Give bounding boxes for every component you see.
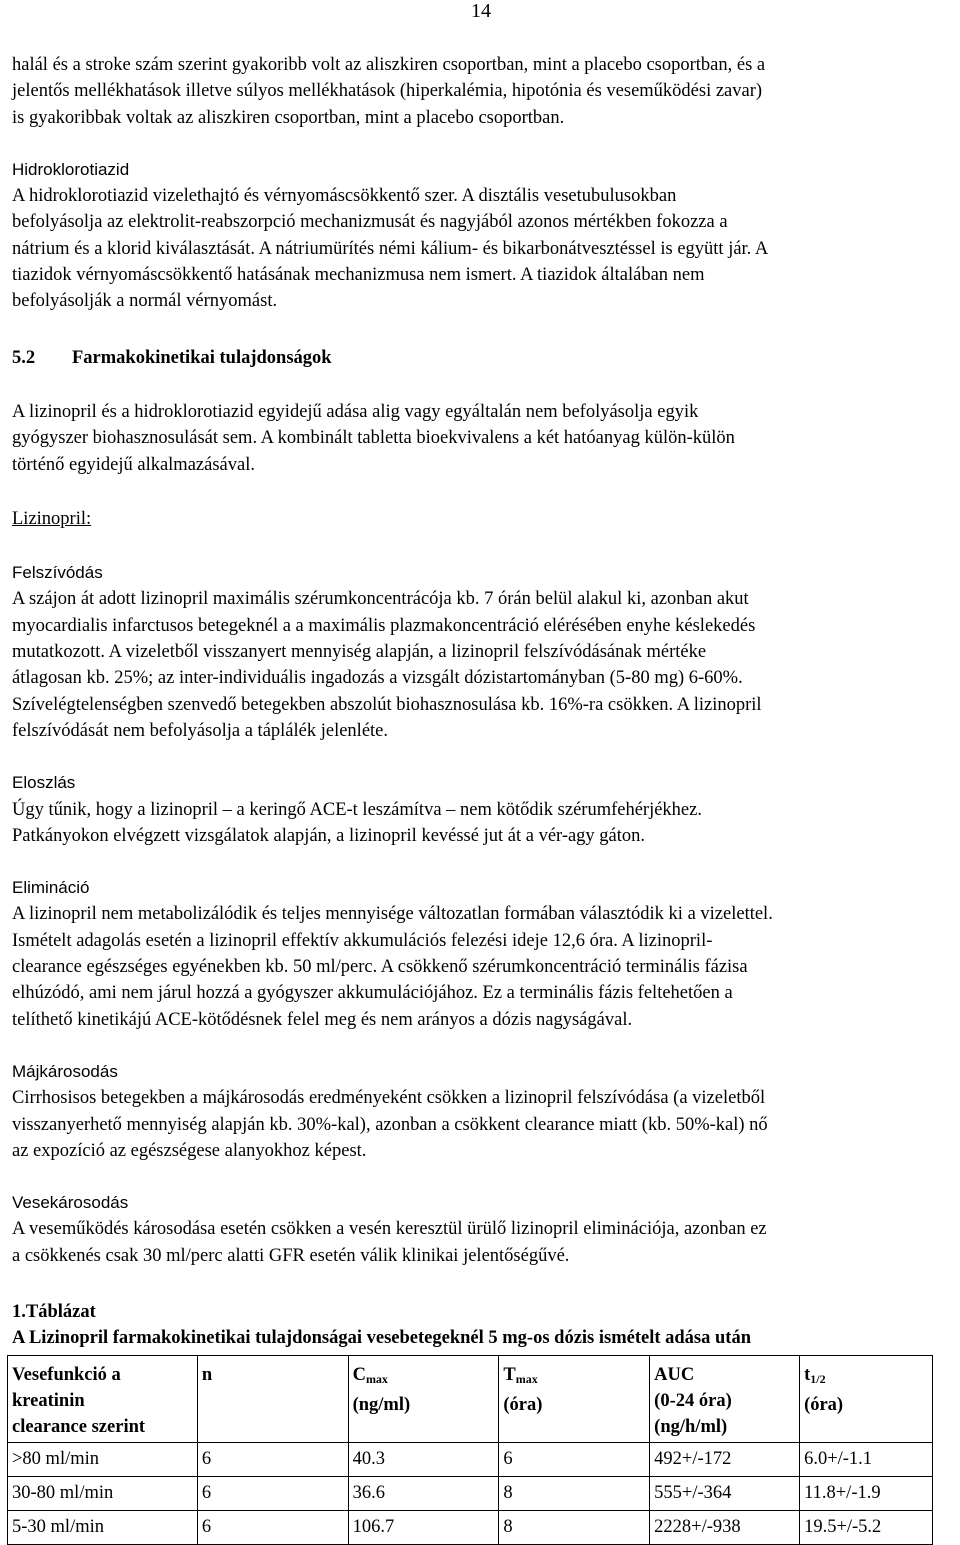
table-cell: 36.6 xyxy=(348,1476,499,1510)
text-line: Úgy tűnik, hogy a lizinopril – a keringő ACE-t leszámítva – nem kötődik szérumfehérjékhez. xyxy=(12,799,702,820)
table-cell: 5-30 ml/min xyxy=(8,1510,198,1544)
text-line: A szájon át adott lizinopril maximális szérumkoncentrácója kb. 7 órán belül alakul ki, azonban akut xyxy=(12,589,749,610)
table-cell: 492+/-172 xyxy=(650,1442,800,1476)
pharmacokinetics-intro xyxy=(12,399,950,478)
table-cell: 6 xyxy=(197,1476,348,1510)
hydrochlorothiazide-section xyxy=(12,157,950,315)
distribution-section xyxy=(12,770,950,849)
text-line: clearance egészséges egyénekben kb. 50 ml/perc. A csökkenő szérumkoncentráció terminális fázisa xyxy=(12,957,748,978)
text-line: jelentős mellékhatások illetve súlyos mellékhatások (hiperkalémia, hipotónia és veseműködési zavar) xyxy=(12,81,763,102)
text-line: befolyásolják a normál vérnyomást. xyxy=(12,291,278,312)
section-number: 5.2 xyxy=(12,347,36,368)
subheading-liver-impairment: Májkárosodás xyxy=(12,1061,118,1081)
table-cell: >80 ml/min xyxy=(8,1442,198,1476)
subheading-absorption: Felszívódás xyxy=(12,563,103,583)
table-cell: 555+/-364 xyxy=(650,1476,800,1510)
table-cell: 6 xyxy=(197,1510,348,1544)
liver-impairment-section xyxy=(12,1059,950,1164)
text-line: myocardialis infarctusos betegeknél a a maximális plazmakoncentráció elérésében enyhe késlekedés xyxy=(12,615,756,636)
table-cell: 6 xyxy=(197,1442,348,1476)
text-line: halál és a stroke szám szerint gyakoribb volt az aliszkiren csoportban, mint a placebo csoportban, és a xyxy=(12,55,766,75)
text-line: befolyásolja az elektrolit-reabszorpció mechanizmusát és nagyjából azonos mértékben fokozza a xyxy=(12,212,728,233)
table-cell: 6 xyxy=(499,1442,650,1476)
text-line: az expozíció az egészségese alanyokhoz képest. xyxy=(12,1140,367,1161)
header-cmax: $C_{max}$ (ng/ml) xyxy=(348,1355,499,1442)
table-cell: 2228+/-938 xyxy=(650,1510,800,1544)
table-cell: 30-80 ml/min xyxy=(8,1476,198,1510)
page-number: 14 xyxy=(471,0,491,22)
text-line: gyógyszer biohasznosulását sem. A kombinált tabletta bioekvivalens a két hatóanyag külön-külön xyxy=(12,428,735,449)
text-line: A hidroklorotiazid vizelethajtó és vérnyomáscsökkentő szer. A disztális vesetubulusokban xyxy=(12,186,677,207)
text-line: is gyakoribbak voltak az aliszkiren csoportban, mint a placebo csoportban. xyxy=(12,107,565,128)
subheading-distribution: Eloszlás xyxy=(12,773,76,793)
elimination-section xyxy=(12,875,950,1033)
text-line: A lizinopril nem metabolizálódik és teljes mennyisége változatlan formában választódik ki a vizelettel. xyxy=(12,904,773,925)
table-cell: 6.0+/-1.1 xyxy=(800,1442,933,1476)
table-label: 1.Táblázat xyxy=(12,1301,96,1322)
header-auc: AUC (0-24 óra) (ng/h/ml) xyxy=(650,1355,800,1442)
header-tmax: $T_{max}$ (óra) xyxy=(499,1355,650,1442)
header-n: n xyxy=(197,1355,348,1442)
text-line: A veseműködés károsodása esetén csökken a vesén keresztül ürülő lizinopril eliminációja, azonban ez xyxy=(12,1219,767,1240)
table-cell: 106.7 xyxy=(348,1510,499,1544)
table-cell: 8 xyxy=(499,1476,650,1510)
text-line: átlagosan kb. 25%; az inter-individuális ingadozás a vizsgált dózistartományban (5-80 mg) 6-60%. xyxy=(12,668,743,689)
subheading-hydrochlorothiazide: Hidroklorotiazid xyxy=(12,159,130,179)
text-line: történő egyidejű alkalmazásával. xyxy=(12,454,255,475)
text-line: Patkányokon elvégzett vizsgálatok alapján, a lizinopril kevéssé jut át a vér-agy gáton. xyxy=(12,825,646,846)
header-renal-function: Vesefunkció a kreatinin clearance szerint xyxy=(8,1355,198,1442)
lizinopril-heading: Lizinopril: xyxy=(12,508,92,529)
intro-paragraph xyxy=(12,52,950,131)
renal-impairment-section xyxy=(12,1190,950,1269)
text-line: A lizinopril és a hidroklorotiazid egyidejű adása alig vagy egyáltalán nem befolyásolja egyik xyxy=(12,401,699,422)
text-line: Ismételt adagolás esetén a lizinopril effektív akkumulációs felezési ideje 12,6 óra. A lizinopril- xyxy=(12,930,713,951)
table-cell: 11.8+/-1.9 xyxy=(800,1476,933,1510)
table-row xyxy=(8,1442,933,1476)
section-heading xyxy=(12,345,950,371)
table-row xyxy=(8,1510,933,1544)
text-line: felszívódását nem befolyásolja a táplálék jelenléte. xyxy=(12,720,389,741)
text-line: nátrium és a klorid kiválasztását. A nátriumürítés némi kálium- és bikarbonátvesztéssel is együtt jár. A xyxy=(12,238,769,259)
table-header-row xyxy=(8,1355,933,1442)
subheading-renal-impairment: Vesekárosodás xyxy=(12,1193,129,1213)
table-cell: 40.3 xyxy=(348,1442,499,1476)
header-half-life: $t_{1/2}$ (óra) xyxy=(800,1355,933,1442)
section-title: Farmakokinetikai tulajdonságok xyxy=(72,347,332,368)
text-line: tiazidok vérnyomáscsökkentő hatásának mechanizmusa nem ismert. A tiazidok általában nem xyxy=(12,265,705,286)
text-line: Szívelégtelenségben szenvedő betegekben abszolút biohasznosulása kb. 16%-ra csökken. A lizinopril xyxy=(12,694,762,715)
text-line: a csökkenés csak 30 ml/perc alatti GFR esetén válik klinikai jelentőségűvé. xyxy=(12,1245,570,1266)
table-title: A Lizinopril farmakokinetikai tulajdonságai vesebetegeknél 5 mg-os dózis ismételt adása után xyxy=(12,1327,751,1348)
table-caption xyxy=(12,1299,950,1351)
text-line: telíthető kinetikájú ACE-kötődésnek felel meg és nem arányos a dózis nagyságával. xyxy=(12,1009,633,1030)
table-cell: 8 xyxy=(499,1510,650,1544)
text-line: mutatkozott. A vizeletből visszanyert mennyiség alapján, a lizinopril felszívódásának mértéke xyxy=(12,642,707,663)
subheading-elimination: Elimináció xyxy=(12,878,90,898)
text-line: elhúzódó, ami nem járul hozzá a gyógyszer akkumulációjához. Ez a terminális fázis feltehetően a xyxy=(12,983,733,1004)
text-line: Cirrhosisos betegekben a májkárosodás eredményeként csökken a lizinopril felszívódása (a vizeletből xyxy=(12,1088,766,1109)
absorption-section xyxy=(12,560,950,744)
document-body xyxy=(12,52,950,1545)
text-line: visszanyerhető mennyiség alapján kb. 30%-kal), azonban a csökkent clearance miatt (kb. 50%-kal) nő xyxy=(12,1114,768,1135)
pharmacokinetics-table xyxy=(7,1355,933,1545)
table-cell: 19.5+/-5.2 xyxy=(800,1510,933,1544)
table-row xyxy=(8,1476,933,1510)
